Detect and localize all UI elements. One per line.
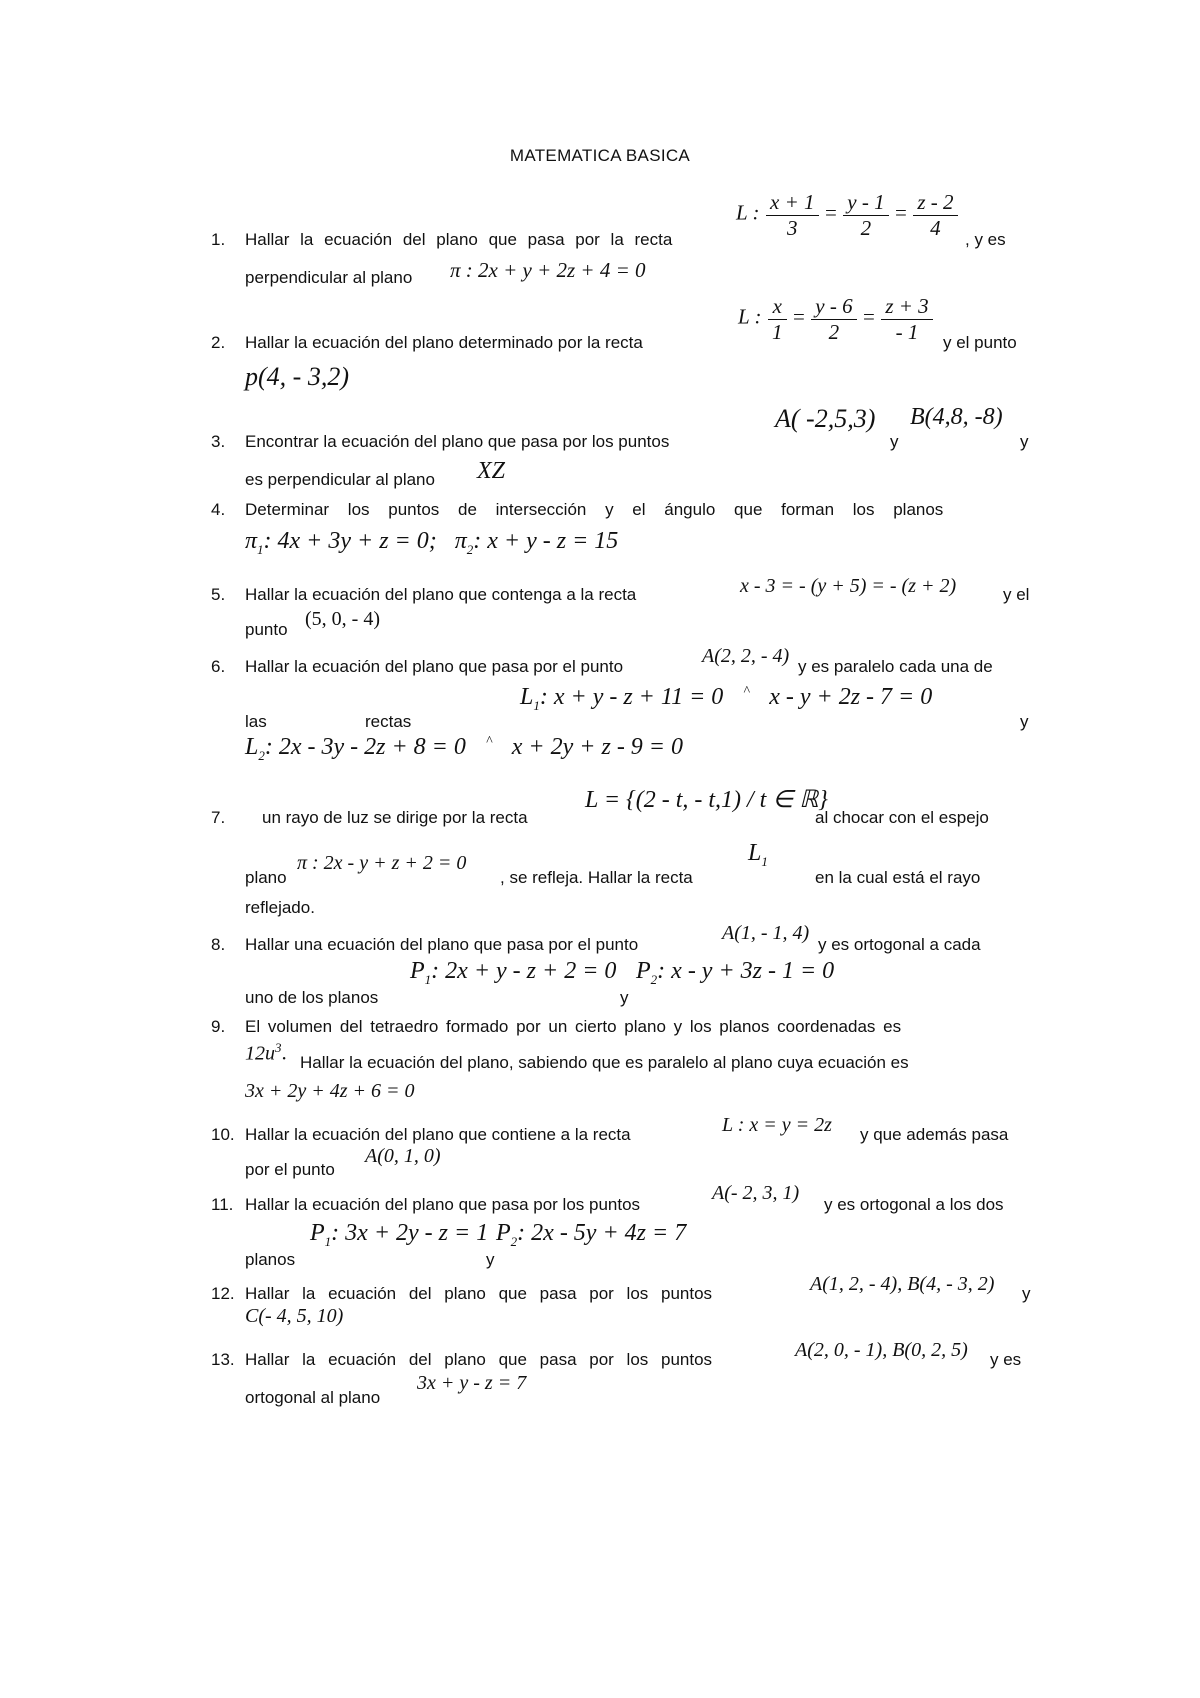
problem-text: y que además pasa [860,1125,1009,1144]
math-expression: C(- 4, 5, 10) [245,1305,344,1327]
problem-text: Encontrar la ecuación del plano que pasa por los puntos [245,432,670,451]
problem-text: ortogonal al plano [245,1388,381,1407]
problem-text: y [890,432,899,451]
problem-text: punto [245,620,288,639]
problem-number: 5. [211,585,226,604]
math-expression: A(1, - 1, 4) [722,922,810,944]
math-expression: A(2, 2, - 4) [702,645,790,667]
math-expression: XZ [477,458,506,484]
problem-number: 12. [211,1284,235,1303]
problem-text: plano [245,868,287,887]
problem-text: Hallar la ecuación del plano que pasa por los puntos [245,1284,713,1303]
math-expression: A(1, 2, - 4), B(4, - 3, 2) [810,1273,995,1295]
math-expression: 3x + 2y + 4z + 6 = 0 [245,1080,415,1102]
problem-number: 1. [211,230,226,249]
math-expression: L : $\frac{x + 1}{3}$ = $\frac{y - 1}{2}$ = $\frac{z - 2}{4}$ [736,190,960,241]
problem-number: 10. [211,1125,235,1144]
math-expression: A(2, 0, - 1), B(0, 2, 5) [795,1339,968,1361]
problem-number: 6. [211,657,226,676]
math-expression: A(- 2, 3, 1) [712,1182,800,1204]
math-expression: $\pi_1$: 4x + 3y + z = 0; $\pi_2$: x + y - z = 15 [245,528,619,557]
problem-number: 9. [211,1017,226,1036]
math-expression: B(4,8, -8) [910,404,1003,430]
problem-number: 13. [211,1350,235,1369]
math-expression: A(0, 1, 0) [365,1145,441,1167]
problem-text: El volumen del tetraedro formado por un cierto plano y los planos coordenadas es [245,1017,902,1036]
problem-text: por el punto [245,1160,335,1179]
problem-number: 2. [211,333,226,352]
document-title: MATEMATICA BASICA [509,146,691,165]
problem-text: perpendicular al plano [245,268,413,287]
problem-text: un rayo de luz se dirige por la recta [262,808,528,827]
math-expression: L : x = y = 2z [722,1114,832,1136]
problem-text: y [1020,432,1029,451]
problem-number: 11. [211,1195,234,1214]
problem-text: planos [245,1250,296,1269]
problem-text: Hallar la ecuación del plano que pasa por los puntos [245,1195,641,1214]
problem-text: y [1022,1284,1031,1303]
problem-text: y [1020,712,1029,731]
math-expression: π : 2x + y + 2z + 4 = 0 [450,258,646,282]
problem-text: y es [990,1350,1022,1369]
problem-text: es perpendicular al plano [245,470,435,489]
problem-text: las [245,712,267,731]
math-expression: A( -2,5,3) [775,404,876,433]
problem-text: , se refleja. Hallar la recta [500,868,693,887]
math-expression: x - 3 = - (y + 5) = - (z + 2) [740,575,957,597]
problem-text: y el punto [943,333,1017,352]
math-expression: $L_2$: 2x - 3y - 2z + 8 = 0 ^ x + 2y + z - 9 = 0 [245,734,684,763]
math-expression: p(4, - 3,2) [245,362,349,391]
problem-text: Hallar la ecuación del plano que pasa por la recta [245,230,673,249]
math-expression: $P_2$: 2x - 5y + 4z = 7 [496,1220,687,1249]
problem-number: 8. [211,935,226,954]
problem-text: al chocar con el espejo [815,808,989,827]
problem-text: y es ortogonal a cada [818,935,981,954]
problem-text: uno de los planos [245,988,379,1007]
math-expression: L : $\frac{x}{1}$ = $\frac{y - 6}{2}$ = $\frac{z + 3}{- 1}$ [738,294,935,345]
problem-text: y [486,1250,495,1269]
math-expression: π : 2x - y + z + 2 = 0 [297,852,467,874]
problem-number: 3. [211,432,226,451]
problem-number: 7. [211,808,226,827]
math-expression: L = {(2 - t, - t,1) / t ∈ ℝ} [585,787,828,813]
problem-text: en la cual está el rayo [815,868,981,887]
math-expression: $P_2$: x - y + 3z - 1 = 0 [636,958,835,987]
problem-text: Hallar la ecuación del plano que pasa por los puntos [245,1350,713,1369]
problem-text: , y es [965,230,1006,249]
problem-text: y es ortogonal a los dos [824,1195,1004,1214]
math-expression: (5, 0, - 4) [305,608,380,630]
math-expression: 3x + y - z = 7 [417,1372,527,1394]
problem-text: Hallar una ecuación del plano que pasa por el punto [245,935,639,954]
problem-text: y es paralelo cada una de [798,657,993,676]
problem-text: Hallar la ecuación del plano, sabiendo que es paralelo al plano cuya ecuación es [300,1053,909,1072]
math-expression: $L_1$: x + y - z + 11 = 0 ^ x - y + 2z - 7 = 0 [520,684,933,713]
problem-text: y [620,988,629,1007]
math-expression: $12u^3$. [245,1040,287,1065]
problem-text: Hallar la ecuación del plano que contiene a la recta [245,1125,631,1144]
math-expression: $P_1$: 2x + y - z + 2 = 0 [410,958,617,987]
problem-text: rectas [365,712,412,731]
problem-text: reflejado. [245,898,315,917]
problem-text: Hallar la ecuación del plano que contenga a la recta [245,585,637,604]
problem-number: 4. [211,500,226,519]
problem-text: y el [1003,585,1030,604]
math-expression: $L_1$ [748,840,768,869]
problem-text: Hallar la ecuación del plano determinado por la recta [245,333,643,352]
math-expression: $P_1$: 3x + 2y - z = 1 [310,1220,489,1249]
problem-text: Hallar la ecuación del plano que pasa por el punto [245,657,624,676]
problem-text: Determinar los puntos de intersección y el ángulo que forman los planos [245,500,944,519]
